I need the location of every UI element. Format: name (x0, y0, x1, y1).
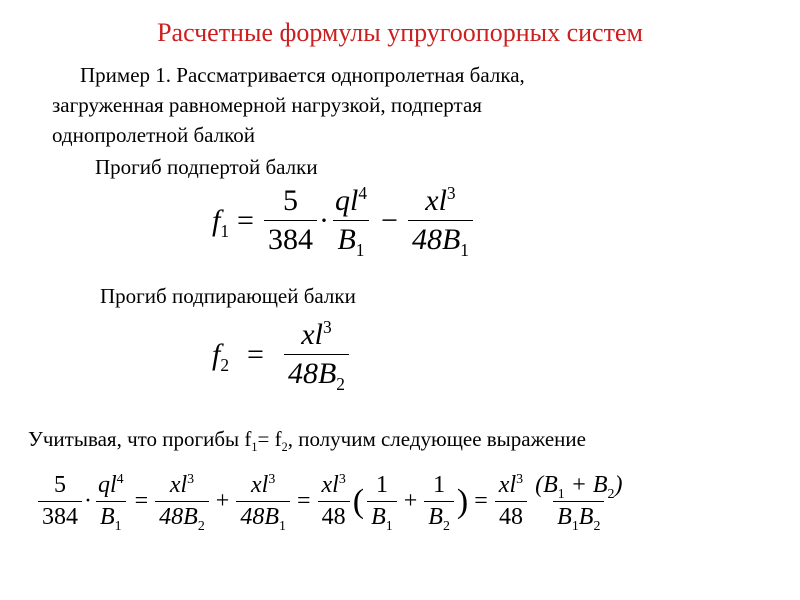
formula3-f: $\frac{1}{B_1}$ (367, 472, 397, 531)
formula3-e: $\frac{xl^3}{48}$ (318, 472, 350, 531)
example-line-2: загруженная равномерной нагрузкой, подпертая (52, 93, 482, 117)
example-line-3: однопролетной балкой (52, 123, 256, 147)
formula2-eq: = (247, 337, 264, 371)
formula1-term1: $\frac{5}{384}$ (264, 184, 317, 257)
formula1-term3: $\frac{xl^3}{48B_1}$ (408, 184, 473, 257)
caption-supporting-beam: Прогиб подпирающей балки (100, 284, 356, 308)
formula3-plus1: + (215, 488, 230, 514)
formula3-lparen: ( (352, 482, 365, 520)
formula1-term2: $\frac{ql^4}{B_1}$ (334, 183, 368, 260)
formula2-lhs: $f_2$ (212, 337, 230, 375)
page-title: Расчетные формулы упругоопорных систем (157, 18, 643, 47)
formula1-lhs: $f_1$ (212, 203, 230, 241)
condition-line: Учитывая, что прогибы $f_1= f_2$, получим следующее выражение (28, 427, 586, 455)
formula1-minus: − (381, 203, 398, 237)
formula-deflection-supporting (212, 317, 351, 394)
caption-supported-beam: Прогиб подпертой балки (95, 155, 318, 179)
formula-deflection-supported (212, 183, 475, 260)
formula3-eq2: = (296, 488, 311, 514)
formula1-eq: = (237, 203, 254, 237)
example-line-1 (80, 60, 525, 90)
formula3-g: $\frac{1}{B_2}$ (424, 472, 454, 531)
formula3-c: $\frac{xl^3}{48B_2}$ (155, 472, 209, 531)
formula3-i: $\frac{(B_1 + B_2)}{B_1B_2}$ (535, 472, 623, 534)
example-text-1: . Рассматривается однопролетная балка, (165, 63, 525, 87)
formula2-term1: $\frac{xl^3}{48B_2}$ (284, 318, 349, 391)
formula1-dot: · (318, 203, 329, 237)
formula3-dot: · (84, 488, 92, 514)
formula3-rparen: ) (456, 482, 469, 520)
formula3-plus2: + (403, 488, 418, 514)
example-label: Пример 1 (80, 63, 166, 87)
formula-equality (36, 472, 629, 534)
formula3-d: $\frac{xl^3}{48B_1}$ (236, 472, 290, 531)
formula3-b: $\frac{ql^4}{B_1}$ (98, 472, 124, 534)
formula3-eq3: = (474, 488, 488, 514)
formula3-a: $\frac{5}{384}$ (38, 472, 82, 531)
formula3-eq1: = (134, 488, 149, 514)
formula3-h: $\frac{xl^3}{48}$ (495, 472, 527, 531)
